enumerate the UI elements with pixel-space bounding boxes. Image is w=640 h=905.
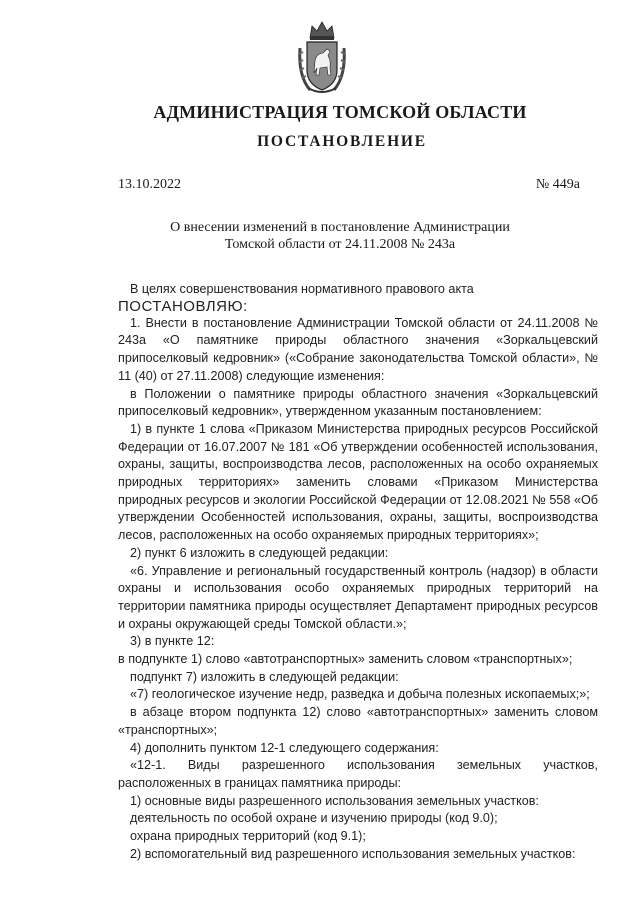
subject-line-2: Томской области от 24.11.2008 № 243а xyxy=(224,237,456,252)
paragraph: «7) геологическое изучение недр, разведка и добыча полезных ископаемых;»; xyxy=(130,687,590,702)
subject-line-1: О внесении изменений в постановление Администрации xyxy=(170,220,510,235)
paragraph: подпункт 7) изложить в следующей редакции: xyxy=(130,669,399,684)
document-type: ПОСТАНОВЛЕНИЕ xyxy=(257,133,427,150)
decree-word: ПОСТАНОВЛЯЮ: xyxy=(118,297,248,315)
document-body xyxy=(118,281,598,864)
paragraph: 2) пункт 6 изложить в следующей редакции: xyxy=(130,545,389,560)
paragraph: 1. Внести в постановление Администрации Томской области от 24.11.2008 № 243а «О памятнике природы областного значения «Зоркальцевский припоселковый кедровник» («Собрание законодательства Томской области», № 11 (40) от 27.11.2008) следующие изменения: xyxy=(118,315,598,383)
paragraph: 2) вспомогательный вид разрешенного использования земельных участков: xyxy=(130,846,576,861)
document-date: 13.10.2022 xyxy=(118,177,181,192)
paragraph: 3) в пункте 12: xyxy=(130,634,215,649)
paragraph: 1) основные виды разрешенного использования земельных участков: xyxy=(130,793,539,808)
paragraph: 4) дополнить пунктом 12-1 следующего содержания: xyxy=(130,740,439,755)
intro-paragraph: В целях совершенствования нормативного правового акта xyxy=(130,282,474,296)
document-number: № 449а xyxy=(535,177,580,192)
paragraph: в абзаце втором подпункта 12) слово «автотранспортных» заменить словом «транспортных»; xyxy=(118,705,598,737)
organization-title: АДМИНИСТРАЦИЯ ТОМСКОЙ ОБЛАСТИ xyxy=(153,102,527,122)
coat-of-arms-icon xyxy=(296,18,348,96)
paragraph: охрана природных территорий (код 9.1); xyxy=(130,829,366,844)
paragraph: в Положении о памятнике природы областного значения «Зоркальцевский припоселковый кедровник», утвержденном указанным постановлением: xyxy=(118,386,598,419)
paragraph: деятельность по особой охране и изучению природы (код 9.0); xyxy=(130,811,498,826)
paragraph: «12-1. Виды разрешенного использования земельных участков, расположенных в границах памятника природы: xyxy=(118,758,598,790)
paragraph: в подпункте 1) слово «автотранспортных» заменить словом «транспортных»; xyxy=(118,652,573,667)
paragraph: 1) в пункте 1 слова «Приказом Министерства природных ресурсов Российской Федерации от 16.07.2007 № 181 «Об утверждении особенностей использования, охраны, защиты, воспроизводства лесов, расположенных на особо охраняемых природных территориях» заменить словами «Приказом Министерства природных ресурсов и экологии Российской Федерации от 12.08.2021 № 558 «Об утверждении Особенностей использования, охраны, защиты, воспроизводства лесов, расположенных на особо охраняемых природных территориях»; xyxy=(118,421,598,543)
paragraph: «6. Управление и региональный государственный контроль (надзор) в области охраны и использования особо охраняемых природных территорий на территории памятника природы осуществляет Департамент природных ресурсов и охраны окружающей среды Томской области.»; xyxy=(118,563,598,631)
document-subject xyxy=(140,219,540,253)
